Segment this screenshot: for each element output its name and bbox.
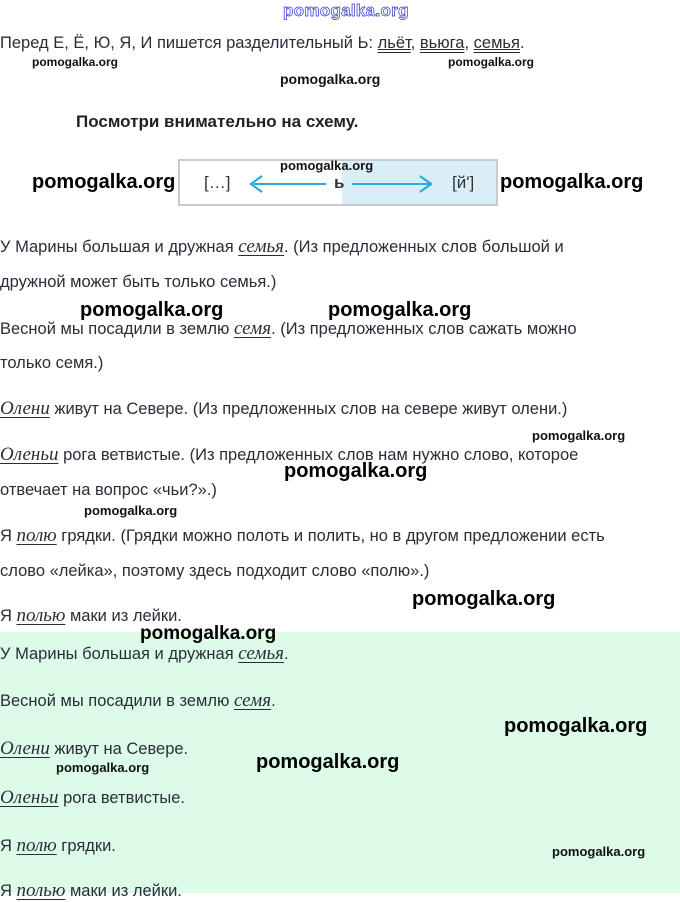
arrow-left-head-icon [248, 175, 264, 193]
handwritten-word: полью [16, 880, 66, 901]
answer-line [0, 787, 185, 809]
explanation-line: только семя.) [0, 354, 104, 372]
handwritten-word: семья [238, 236, 284, 257]
text: Я [0, 882, 17, 900]
text: . [271, 692, 276, 710]
explanation-line [0, 525, 605, 547]
text: . (Из предложенных слов сажать можно [271, 320, 577, 338]
answer-line [0, 738, 188, 760]
rule-text: Перед Е, Ё, Ю, Я, И пишется разделительный Ь: [0, 34, 378, 52]
answer-line [0, 835, 116, 857]
text: Я [0, 527, 17, 545]
handwritten-word: полью [16, 605, 66, 626]
scheme-soft-sign: ь [334, 173, 345, 192]
rule-line [0, 34, 525, 53]
watermark-top: pomogalka.org [283, 1, 409, 20]
watermark: pomogalka.org [256, 751, 400, 773]
handwritten-word: полю [16, 835, 57, 856]
text: живут на Севере. [49, 740, 189, 758]
text: У Марины большая и дружная [0, 238, 239, 256]
watermark: pomogalka.org [32, 55, 119, 69]
arrow-left-icon [254, 183, 326, 185]
scheme-heading: Посмотри внимательно на схему. [76, 112, 359, 131]
rule-end: . [519, 34, 525, 52]
text: . (Из предложенных слов большой и [284, 238, 564, 256]
rule-separator: , [464, 34, 474, 52]
text: . [284, 645, 289, 663]
text: живут на Севере. (Из предложенных слов на севере живут олени.) [49, 400, 568, 418]
watermark: pomogalka.org [84, 503, 178, 518]
answer-line [0, 880, 182, 902]
watermark: pomogalka.org [328, 299, 472, 321]
handwritten-word: Оленьи [0, 787, 59, 808]
explanation-line: отвечает на вопрос «чьи?».) [0, 481, 217, 499]
text: Я [0, 607, 17, 625]
text: маки из лейки. [65, 607, 182, 625]
handwritten-word: полю [16, 525, 57, 546]
watermark: pomogalka.org [284, 460, 428, 482]
text: грядки. [56, 837, 116, 855]
handwritten-word: семя [233, 690, 272, 711]
text: рога ветвистые. [58, 789, 186, 807]
text: маки из лейки. [65, 882, 182, 900]
text: Я [0, 837, 17, 855]
watermark: pomogalka.org [500, 171, 644, 193]
text: Весной мы посадили в землю [0, 320, 234, 338]
rule-example-3: семья [473, 34, 520, 52]
watermark: pomogalka.org [552, 844, 646, 859]
watermark: pomogalka.org [140, 623, 277, 644]
handwritten-word: Олени [0, 738, 50, 759]
rule-example-1: льёт [377, 34, 411, 52]
watermark: pomogalka.org [280, 158, 374, 173]
watermark: pomogalka.org [280, 71, 381, 87]
handwritten-word: семя [233, 318, 272, 339]
handwritten-word: Оленьи [0, 444, 59, 465]
answer-line [0, 690, 276, 712]
scheme-left-sound: […] [204, 173, 231, 192]
rule-example-2: вьюга [419, 34, 465, 52]
explanation-line: дружной может быть только семья.) [0, 273, 277, 291]
text: рога ветвистые. (Из предложенных слов нам нужно слово, которое [58, 446, 579, 464]
watermark: pomogalka.org [504, 715, 648, 737]
explanation-line [0, 318, 577, 340]
text: грядки. (Грядки можно полоть и полить, но в другом предложении есть [56, 527, 605, 545]
answer-line [0, 643, 289, 665]
explanation-line: слово «лейка», поэтому здесь подходит слово «полю».) [0, 562, 430, 580]
rule-separator: , [410, 34, 420, 52]
text: Весной мы посадили в землю [0, 692, 234, 710]
arrow-right-head-icon [418, 175, 434, 193]
handwritten-word: Олени [0, 398, 50, 419]
watermark: pomogalka.org [412, 588, 556, 610]
scheme-right-sound: [й'] [452, 173, 475, 192]
text: У Марины большая и дружная [0, 645, 239, 663]
watermark: pomogalka.org [448, 55, 535, 69]
watermark: pomogalka.org [56, 760, 150, 775]
explanation-line [0, 398, 567, 420]
watermark: pomogalka.org [532, 428, 626, 443]
explanation-line [0, 236, 564, 258]
handwritten-word: семья [238, 643, 284, 664]
watermark: pomogalka.org [80, 299, 224, 321]
watermark: pomogalka.org [32, 171, 176, 193]
